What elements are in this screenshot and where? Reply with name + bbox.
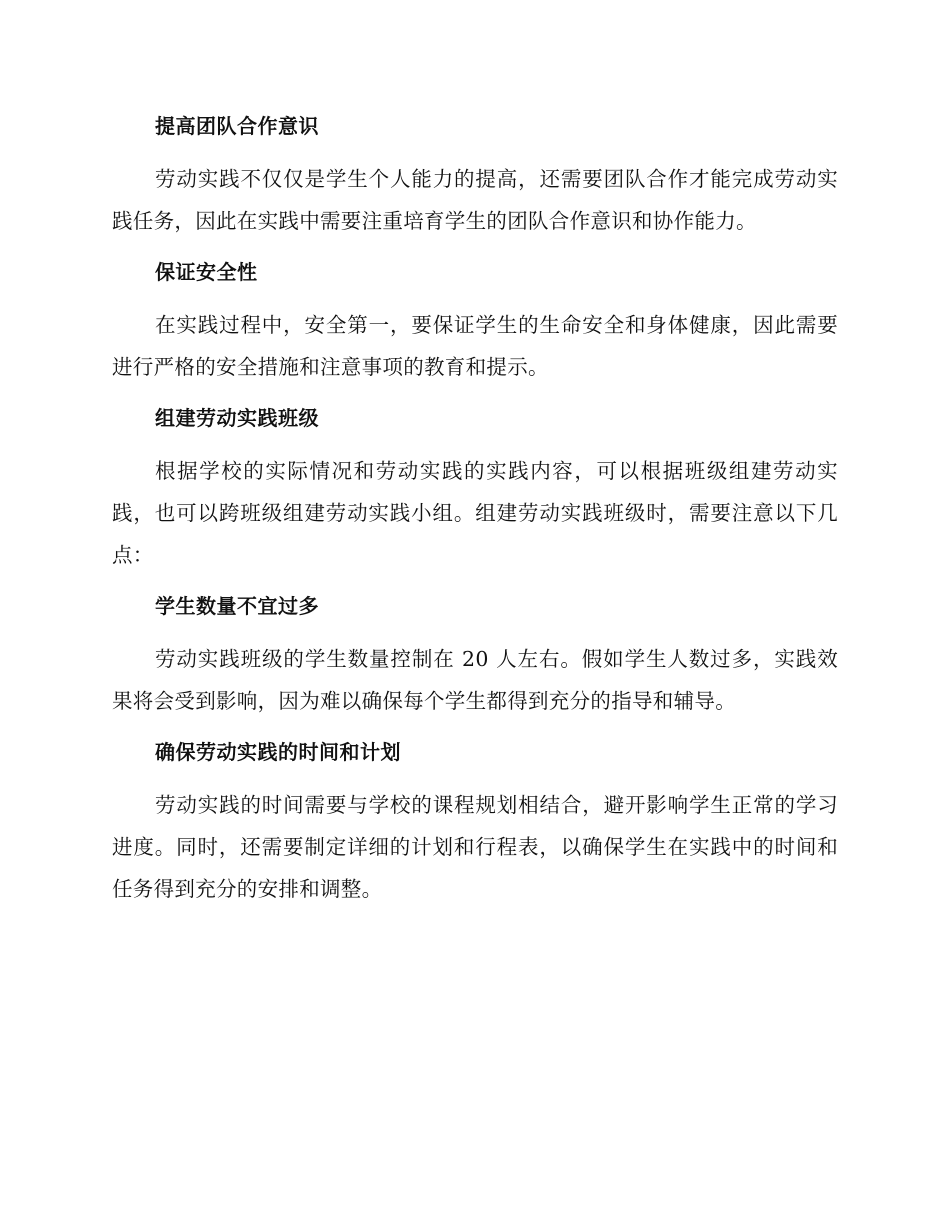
section-heading: 学生数量不宜过多: [155, 594, 319, 618]
section-paragraph: 劳动实践不仅仅是学生个人能力的提高，还需要团队合作才能完成劳动实践任务，因此在实践中需要注重培育学生的团队合作意识和协作能力。: [112, 167, 838, 233]
section-paragraph: 根据学校的实际情况和劳动实践的实践内容，可以根据班级组建劳动实践，也可以跨班级组建劳动实践小组。组建劳动实践班级时，需要注意以下几点：: [112, 459, 838, 567]
section-paragraph: 劳动实践的时间需要与学校的课程规划相结合，避开影响学生正常的学习进度。同时，还需要制定详细的计划和行程表，以确保学生在实践中的时间和任务得到充分的安排和调整。: [112, 793, 838, 901]
section-paragraph: 劳动实践班级的学生数量控制在 20 人左右。假如学生人数过多，实践效果将会受到影响，因为难以确保每个学生都得到充分的指导和辅导。: [112, 647, 838, 713]
section-safety: [112, 254, 838, 388]
section-heading: 提高团队合作意识: [155, 114, 319, 138]
section-heading: 组建劳动实践班级: [155, 406, 319, 430]
section-heading: 确保劳动实践的时间和计划: [155, 740, 401, 764]
document-page: [112, 108, 838, 922]
section-time-plan: [112, 734, 838, 910]
section-heading: 保证安全性: [155, 260, 258, 284]
section-student-count: [112, 588, 838, 722]
section-paragraph: 在实践过程中，安全第一，要保证学生的生命安全和身体健康，因此需要进行严格的安全措施和注意事项的教育和提示。: [112, 313, 838, 379]
section-class-formation: [112, 400, 838, 576]
section-teamwork: [112, 108, 838, 242]
